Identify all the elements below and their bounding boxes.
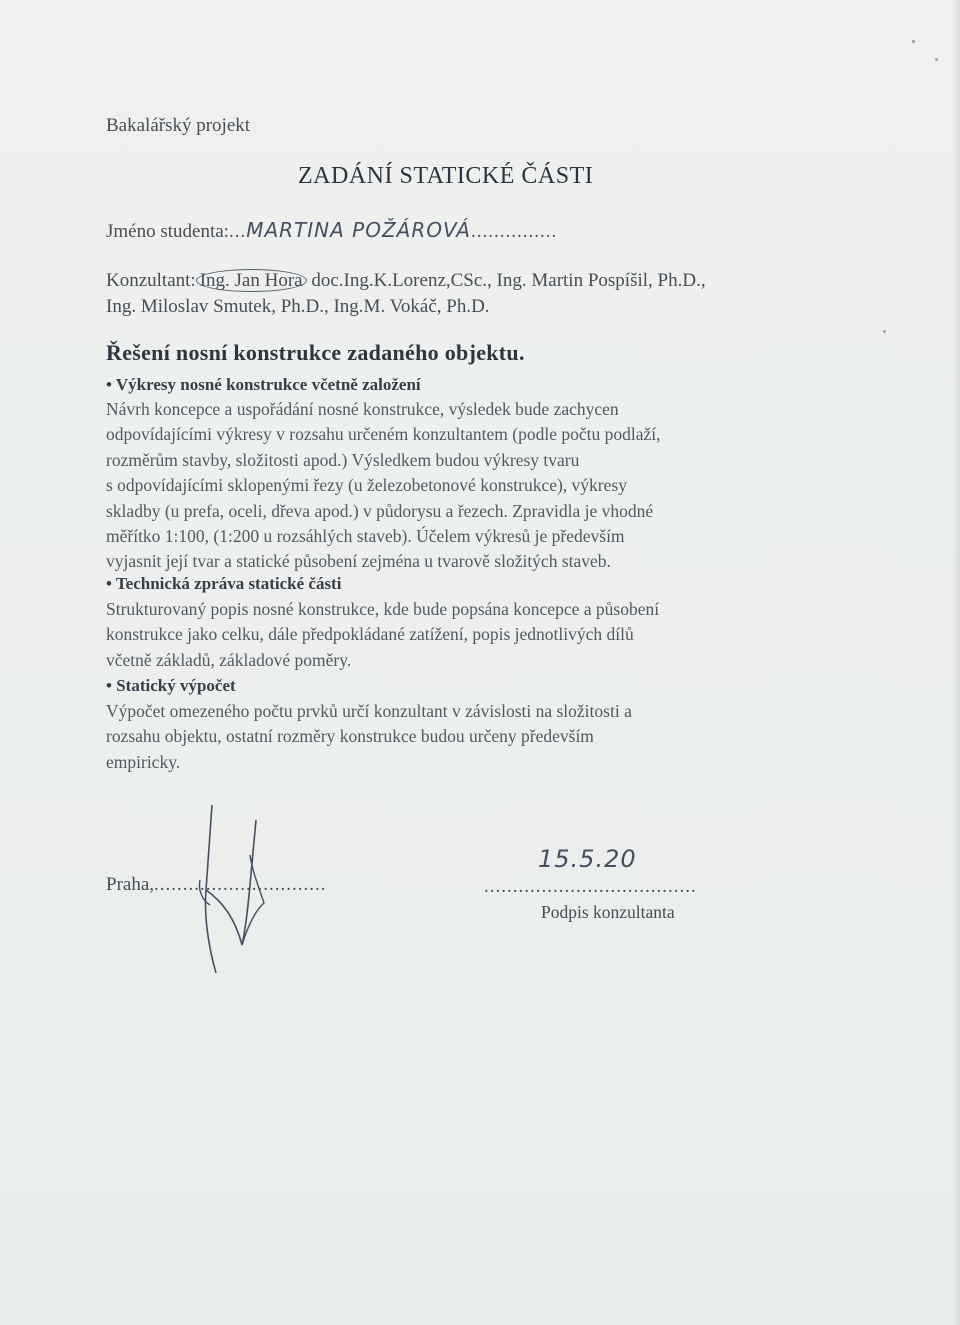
text-line: vyjasnit její tvar a statické působení zejména u tvarově složitých staveb. [106,551,611,572]
text-line: skladby (u prefa, oceli, dřeva apod.) v půdorysu a řezech. Zpravidla je vhodné [106,500,654,521]
consultant-line-1 [106,270,706,292]
place-line: Praha,.............................. [106,874,327,895]
text-line: rozsahu objektu, ostatní rozměry konstrukce budou určeny především [106,726,594,747]
circled-consultant: Ing. Jan Hora [196,269,307,292]
paper-speck [935,58,938,61]
text-line: konstrukce jako celku, dále předpokládané zatížení, popis jednotlivých dílů [106,624,634,645]
signature-caption: Podpis konzultanta [541,902,675,922]
consultant-list-1: doc.Ing.K.Lorenz,CSc., Ing. Martin Pospíšil, Ph.D., [306,270,706,291]
item-text-calculation [106,699,632,775]
item-text-report [106,597,659,673]
text-line: empiricky. [106,751,181,772]
student-name-line: Jméno studenta:...MARTINA POŽÁROVÁ............... [106,218,558,242]
student-label: Jméno studenta: [106,221,229,242]
student-name-handwritten: MARTINA POŽÁROVÁ [246,218,471,242]
consultant-label: Konzultant: [106,270,196,291]
text-line: odpovídajícími výkresy v rozsahu určeném konzultantem (podle počtu podlaží, [106,424,661,445]
item-heading-drawings: • Výkresy nosné konstrukce včetně založení [106,375,421,394]
signature-dotted-line: ..................................... [484,876,697,897]
item-heading-calculation: • Statický výpočet [106,676,236,695]
text-line: Strukturovaný popis nosné konstrukce, kde bude popsána koncepce a působení [106,599,660,619]
document-title: ZADÁNÍ STATICKÉ ČÁSTI [298,163,594,189]
section-title: Řešení nosní konstrukce zadaného objektu. [106,340,525,365]
consultant-line-2: Ing. Miloslav Smutek, Ph.D., Ing.M. Vokáč, Ph.D. [106,296,490,317]
page-edge-shadow [952,0,960,1325]
item-heading-report: • Technická zpráva statické části [106,574,342,593]
text-line: s odpovídajícími sklopenými řezy (u železobetonové konstrukce), výkresy [106,475,627,496]
text-line: Návrh koncepce a uspořádání nosné konstrukce, výsledek bude zachycen [106,399,619,419]
text-line: včetně základů, základové poměry. [106,649,352,670]
text-line: Výpočet omezeného počtu prvků určí konzultant v závislosti na složitosti a [106,701,632,721]
paper-speck [883,330,886,333]
date-handwritten: 15.5.20 [538,845,637,873]
paper-speck [912,40,915,43]
document-header: Bakalářský projekt [106,115,251,136]
text-line: rozměrům stavby, složitosti apod.) Výsledkem budou výkresy tvaru [106,449,580,470]
text-line: měřítko 1:100, (1:200 u rozsáhlých staveb). Účelem výkresů je především [106,526,625,547]
item-text-drawings [106,397,661,575]
place-label: Praha, [106,874,155,895]
